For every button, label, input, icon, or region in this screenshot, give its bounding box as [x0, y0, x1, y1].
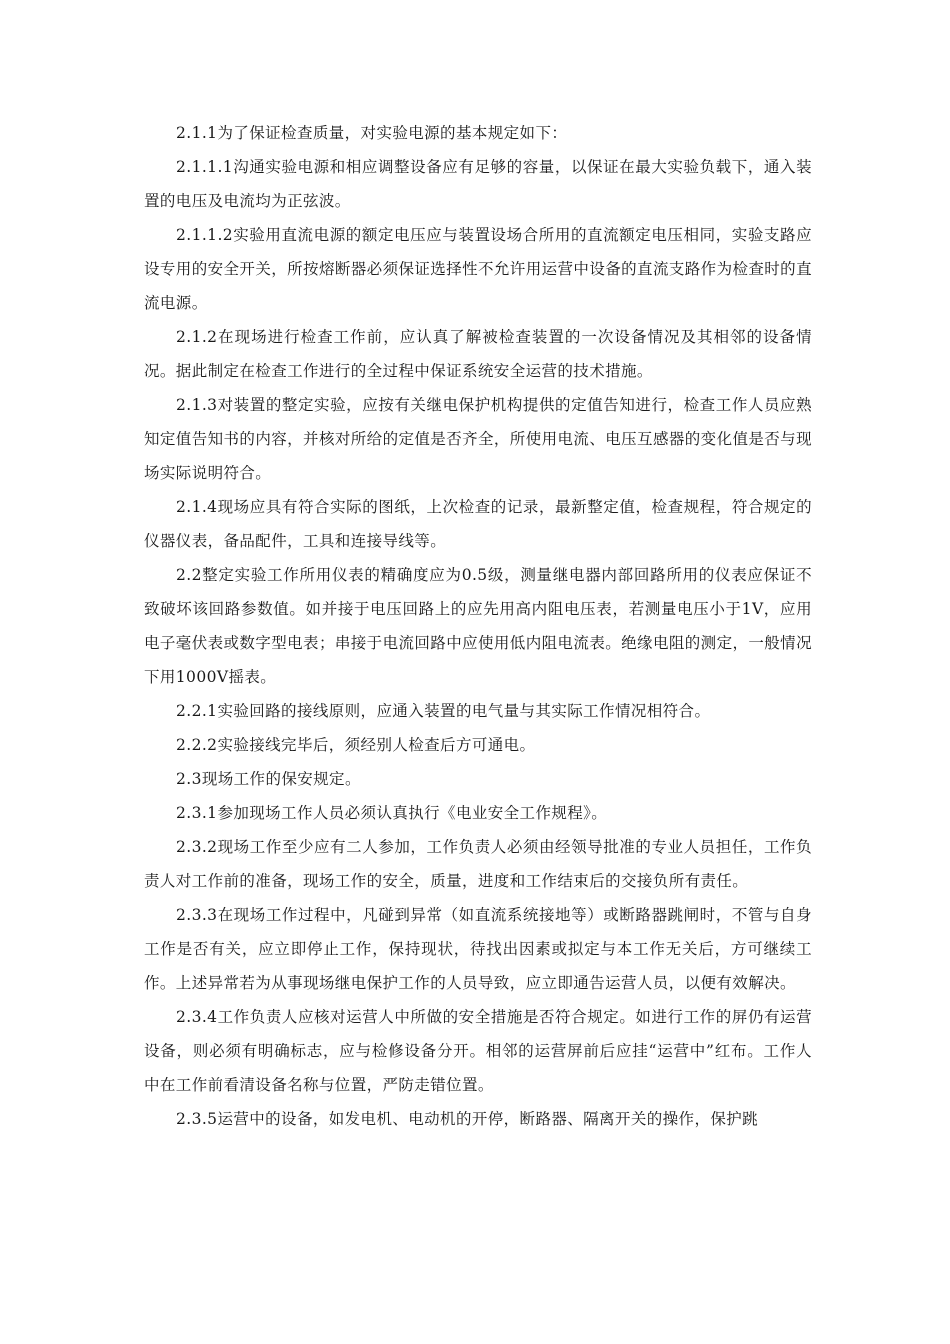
paragraph-2-1-2: 2.1.2在现场进行检查工作前，应认真了解被检查装置的一次设备情况及其相邻的设备情况。据此制定在检查工作进行的全过程中保证系统安全运营的技术措施。 — [144, 328, 812, 380]
paragraph-2-1-1: 2.1.1为了保证检查质量，对实验电源的基本规定如下： — [176, 124, 568, 142]
paragraph-2-1-3: 2.1.3对装置的整定实验，应按有关继电保护机构提供的定值告知进行，检查工作人员应熟知定值告知书的内容，并核对所给的定值是否齐全，所使用电流、电压互感器的变化值是否与现场实际说明符合。 — [144, 396, 812, 482]
paragraph-2-3-4: 2.3.4工作负责人应核对运营人中所做的安全措施是否符合规定。如进行工作的屏仍有运营设备，则必须有明确标志，应与检修设备分开。相邻的运营屏前后应挂“运营中”红布。工作人中在工作前看清设备名称与位置，严防走错位置。 — [144, 1008, 812, 1094]
paragraph-2-3-3: 2.3.3在现场工作过程中，凡碰到异常（如直流系统接地等）或断路器跳闸时，不管与自身工作是否有关，应立即停止工作，保持现状，待找出因素或拟定与本工作无关后，方可继续工作。上述异常若为从事现场继电保护工作的人员导致，应立即通告运营人员，以便有效解决。 — [144, 906, 812, 992]
paragraph-2-2-2: 2.2.2实验接线完毕后，须经别人检查后方可通电。 — [176, 736, 536, 754]
paragraph-2-3-5: 2.3.5运营中的设备，如发电机、电动机的开停，断路器、隔离开关的操作，保护跳 — [176, 1110, 759, 1128]
paragraph-2-3: 2.3现场工作的保安规定。 — [176, 770, 361, 788]
paragraph-2-2: 2.2整定实验工作所用仪表的精确度应为0.5级，测量继电器内部回路所用的仪表应保证不致破坏该回路参数值。如并接于电压回路上的应先用高内阻电压表，若测量电压小于1V，应用电子毫伏表或数字型电表；串接于电流回路中应使用低内阻电流表。绝缘电阻的测定，一般情况下用1000V摇表。 — [144, 566, 812, 686]
paragraph-2-2-1: 2.2.1实验回路的接线原则，应通入装置的电气量与其实际工作情况相符合。 — [176, 702, 711, 720]
paragraph-2-1-4: 2.1.4现场应具有符合实际的图纸，上次检查的记录，最新整定值，检查规程，符合规定的仪器仪表，备品配件，工具和连接导线等。 — [144, 498, 812, 550]
paragraph-2-3-1: 2.3.1参加现场工作人员必须认真执行《电业安全工作规程》。 — [176, 804, 608, 822]
paragraph-2-1-1-1: 2.1.1.1沟通实验电源和相应调整设备应有足够的容量，以保证在最大实验负载下，通入装置的电压及电流均为正弦波。 — [144, 158, 812, 210]
document-body — [144, 116, 812, 1136]
paragraph-2-1-1-2: 2.1.1.2实验用直流电源的额定电压应与装置设场合所用的直流额定电压相同，实验支路应设专用的安全开关，所按熔断器必须保证选择性不允许用运营中设备的直流支路作为检查时的直流电源。 — [144, 226, 812, 312]
paragraph-2-3-2: 2.3.2现场工作至少应有二人参加，工作负责人必须由经领导批准的专业人员担任，工作负责人对工作前的准备，现场工作的安全，质量，进度和工作结束后的交接负所有责任。 — [144, 838, 812, 890]
